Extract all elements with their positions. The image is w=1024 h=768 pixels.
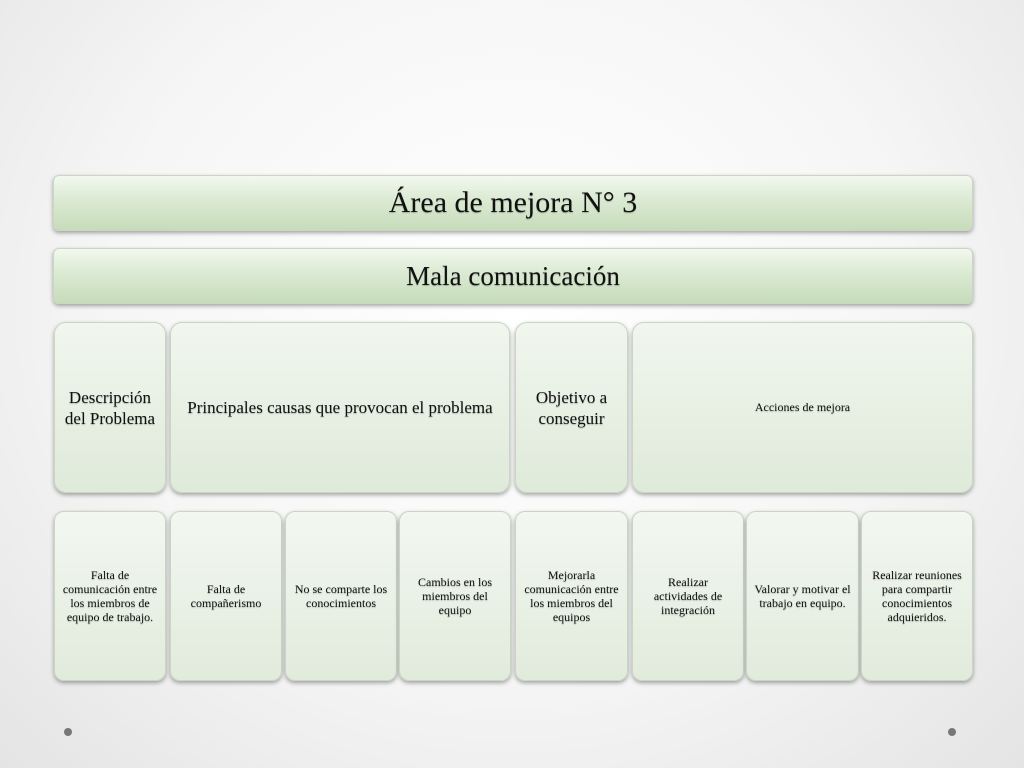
corner-dot-right [948, 728, 956, 736]
header-descripcion [54, 322, 166, 493]
header-acciones-label: Acciones de mejora [754, 400, 851, 414]
header-acciones [632, 322, 973, 493]
cell-accion-2-text: Valorar y motivar el trabajo en equipo. [754, 582, 851, 610]
cell-causa-3 [399, 511, 511, 681]
header-objetivo-label: Objetivo a conseguir [535, 387, 608, 428]
cell-causa-2 [285, 511, 397, 681]
cell-objetivo [515, 511, 628, 681]
cell-causa-1-text: Falta de compañerismo [190, 582, 262, 610]
title-banner [53, 175, 973, 231]
cell-descripcion-text: Falta de comunicación entre los miembros de equipo de trabajo. [62, 568, 158, 624]
header-descripcion-label: Descripción del Problema [64, 387, 156, 428]
header-causas-label: Principales causas que provocan el problema [187, 398, 493, 417]
header-causas [170, 322, 510, 493]
cell-accion-2 [746, 511, 859, 681]
subtitle-text: Mala comunicación [406, 260, 620, 291]
cell-accion-1 [632, 511, 744, 681]
cell-descripcion [54, 511, 166, 681]
cell-causa-1 [170, 511, 282, 681]
cell-accion-3 [861, 511, 973, 681]
cell-accion-3-text: Realizar reuniones para compartir conocimientos adquieridos. [872, 568, 962, 624]
cell-objetivo-text: Mejorarla comunicación entre los miembros del equipos [524, 568, 619, 624]
header-objetivo [515, 322, 628, 493]
subtitle-banner [53, 248, 973, 304]
corner-dot-left [64, 728, 72, 736]
title-text: Área de mejora N° 3 [388, 186, 638, 219]
cell-causa-3-text: Cambios en los miembros del equipo [418, 575, 492, 617]
cell-accion-1-text: Realizar actividades de integración [653, 575, 723, 617]
cell-causa-2-text: No se comparte los conocimientos [294, 582, 388, 610]
